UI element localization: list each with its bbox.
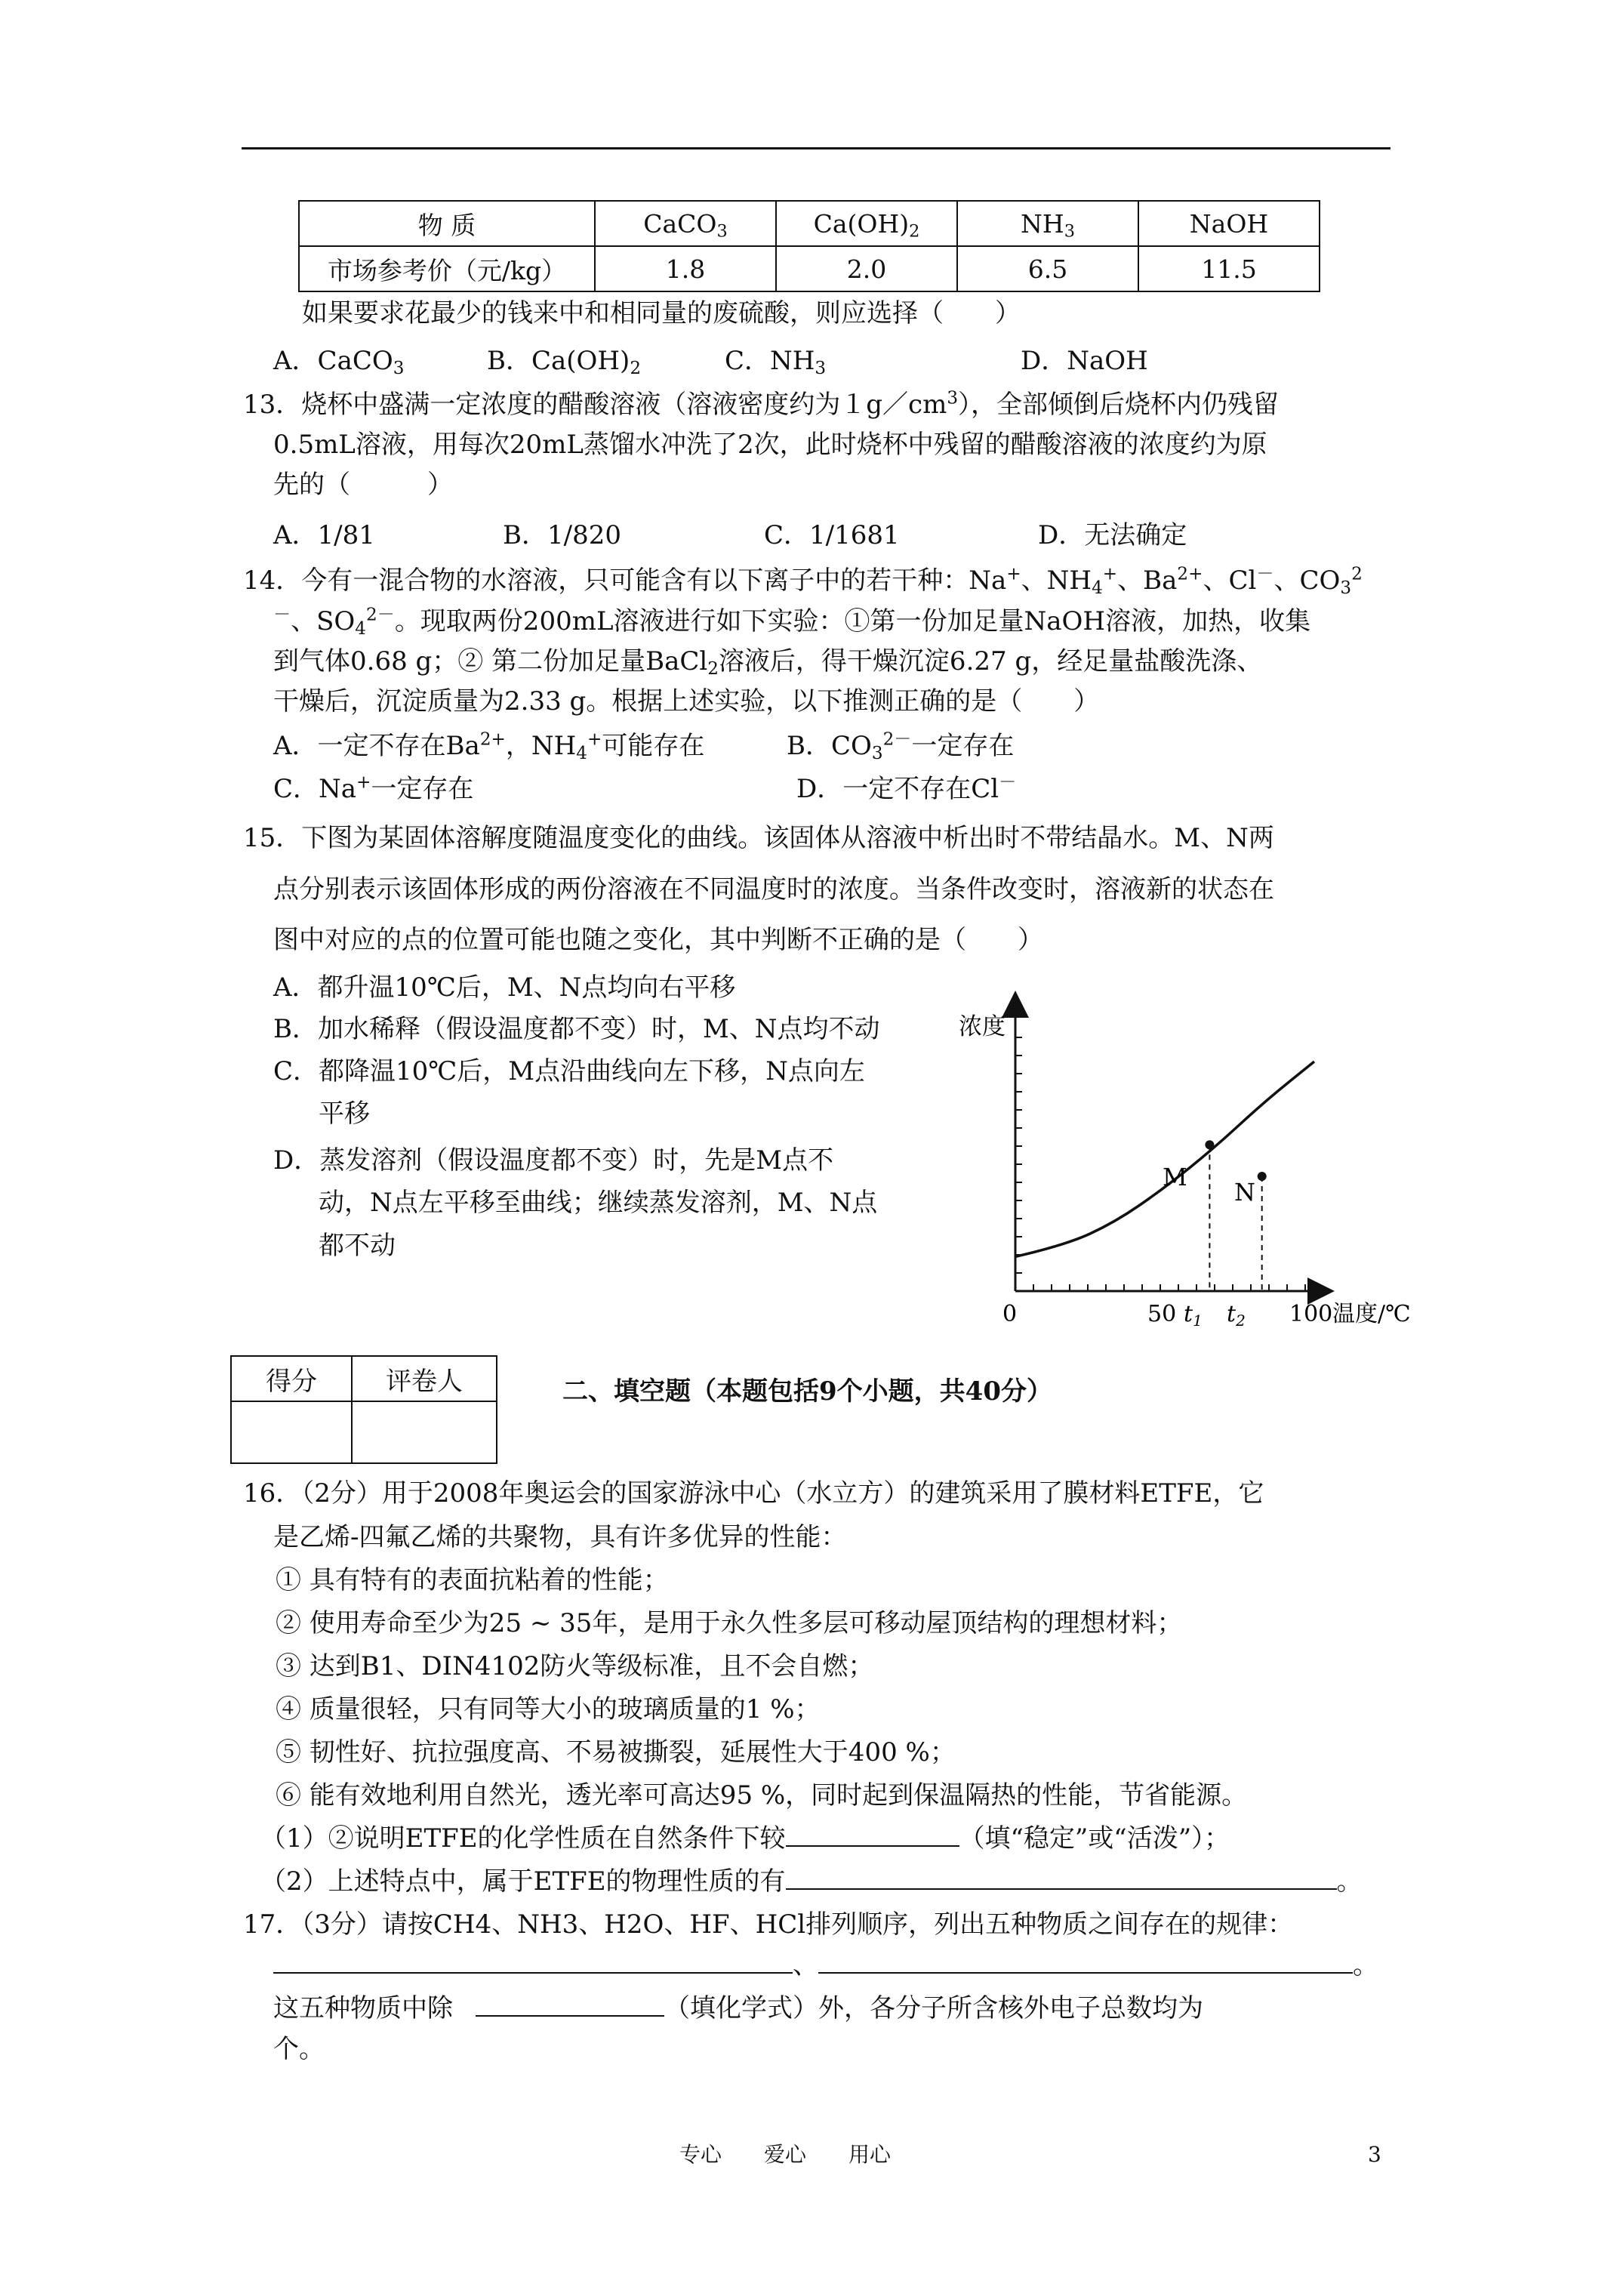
- table-row: [231, 1401, 497, 1463]
- q14-line1: 14．今有一混合物的水溶液，只可能含有以下离子中的若干种：Na+、$NH_4^+$、$Ba^{2+}$、Cl－、$CO_3^2$: [243, 564, 1363, 598]
- q14-line2: －、$SO_4^{2-}$。现取两份200mL溶液进行如下实验：①第一份加足量NaOH溶液，加热，收集: [273, 605, 1311, 639]
- q16-sub1: （1）②说明ETFE的化学性质在自然条件下较 （填“稳定”或“活泼”）；: [260, 1823, 1230, 1854]
- q14-option-a: A．一定不存在$Ba^{2+}$，$NH_4^+$可能存在: [273, 729, 705, 763]
- grader-cell: [352, 1401, 497, 1463]
- q15-option-c1: C．都降温10℃后，M点沿曲线向左下移，N点向左: [273, 1056, 865, 1086]
- point-m-label: M: [1163, 1163, 1187, 1191]
- table-header-cell: 物 质: [299, 201, 595, 246]
- footer-motto: 专心 爱心 用心: [679, 2142, 892, 2167]
- answer-blank[interactable]: [786, 1866, 1337, 1890]
- score-table: [230, 1355, 497, 1464]
- origin-label: 0: [1002, 1301, 1018, 1327]
- table-header-cell: CaCO$_3$: [595, 201, 776, 246]
- x-axis-label: 温度/℃: [1332, 1301, 1411, 1327]
- section-heading: 二、填空题（本题包括9个小题，共40分）: [562, 1376, 1052, 1407]
- point-n: [1258, 1172, 1267, 1181]
- q15-option-b: B．加水稀释（假设温度都不变）时，M、N点均不动: [273, 1014, 880, 1044]
- table-row: [299, 201, 1320, 246]
- q16-item-3: ③ 达到B1、DIN4102防火等级标准，且不会自燃；: [276, 1651, 874, 1681]
- q13-option-a: A．1/81: [273, 520, 375, 550]
- q15-line2: 点分别表示该固体形成的两份溶液在不同温度时的浓度。当条件改变时，溶液新的状态在: [273, 874, 1274, 905]
- y-axis-label: 浓度: [959, 1013, 1006, 1040]
- q16-line2: 是乙烯-四氟乙烯的共聚物，具有许多优异的性能：: [273, 1522, 847, 1552]
- q17-line1: 17．（3分）请按CH4、NH3、H2O、HF、HCl排列顺序，列出五种物质之间存在的规律：: [243, 1909, 1294, 1940]
- table-row: [299, 246, 1320, 291]
- q14-option-d: D．一定不存在Cl－: [796, 772, 1017, 804]
- q17-line4: 个。: [273, 2034, 325, 2064]
- q14-line4: 干燥后，沉淀质量为2.33 g。根据上述实验，以下推测正确的是（ ）: [273, 686, 1100, 717]
- q16-item-2: ② 使用寿命至少为25 ~ 35年，是用于永久性多层可移动屋顶结构的理想材料；: [276, 1608, 1183, 1638]
- q15-option-d1: D．蒸发溶剂（假设温度都不变）时，先是M点不: [273, 1145, 834, 1176]
- solubility-curve: [1015, 1062, 1314, 1256]
- solubility-graph: [944, 982, 1427, 1336]
- q12-option-c: C．$NH_3$: [725, 346, 827, 378]
- page-number: 3: [1368, 2142, 1381, 2167]
- table-header-cell: $Ca(OH)_2$: [776, 201, 957, 246]
- q13-option-d: D．无法确定: [1038, 520, 1187, 550]
- score-cell: [231, 1401, 352, 1463]
- answer-blank[interactable]: [786, 1823, 959, 1847]
- q12-option-b: B．$Ca(OH)_2$: [487, 346, 642, 378]
- q13-line2: 0.5mL溶液，用每次20mL蒸馏水冲洗了2次，此时烧杯中残留的醋酸溶液的浓度约为原: [273, 430, 1267, 460]
- q15-option-c2: 平移: [319, 1099, 370, 1129]
- q14-line3: 到气体0.68 g；② 第二份加足量BaCl$_2$溶液后，得干燥沉淀6.27 g，经足量盐酸洗涤、: [273, 646, 1263, 679]
- x-tick-50-label: 50: [1147, 1301, 1177, 1327]
- table-row-label: 市场参考价（元/kg）: [299, 246, 595, 291]
- q12-stem: 如果要求花最少的钱来中和相同量的废硫酸，则应选择（ ）: [302, 298, 1021, 328]
- table-row: [231, 1356, 497, 1401]
- x-tick-t2-label: $t_2$: [1227, 1301, 1246, 1330]
- table-cell: 1.8: [595, 246, 776, 291]
- point-m: [1205, 1140, 1214, 1149]
- q16-line1: 16．（2分）用于2008年奥运会的国家游泳中心（水立方）的建筑采用了膜材料ETFE，它: [243, 1478, 1264, 1509]
- price-table: [298, 200, 1320, 292]
- score-header: 得分: [231, 1356, 352, 1401]
- q15-line3: 图中对应的点的位置可能也随之变化，其中判断不正确的是（ ）: [273, 925, 1043, 955]
- q15-option-a: A．都升温10℃后，M、N点均向右平移: [273, 972, 736, 1003]
- table-header-cell: NaOH: [1138, 201, 1320, 246]
- q13-line3: 先的（ ）: [273, 470, 453, 500]
- table-cell: 6.5: [957, 246, 1138, 291]
- q16-item-6: ⑥ 能有效地利用自然光，透光率可高达95 %，同时起到保温隔热的性能，节省能源。: [276, 1780, 1248, 1811]
- q17-line3: 这五种物质中除 （填化学式）外，各分子所含核外电子总数均为: [273, 1993, 1203, 2023]
- answer-blank[interactable]: [818, 1949, 1353, 1974]
- q16-item-5: ⑤ 韧性好、抗拉强度高、不易被撕裂，延展性大于400 %；: [276, 1737, 956, 1767]
- q16-sub2: （2）上述特点中，属于ETFE的物理性质的有 。: [260, 1866, 1363, 1897]
- q15-option-d3: 都不动: [319, 1231, 396, 1261]
- x-tick-100-label: 100: [1289, 1301, 1333, 1327]
- q13-option-c: C．1/1681: [764, 520, 900, 550]
- q13-option-b: B．1/820: [503, 520, 621, 550]
- point-n-label: N: [1234, 1178, 1255, 1207]
- table-cell: 2.0: [776, 246, 957, 291]
- q15-line1: 15．下图为某固体溶解度随温度变化的曲线。该固体从溶液中析出时不带结晶水。M、N两: [243, 823, 1274, 853]
- grader-header: 评卷人: [352, 1356, 497, 1401]
- answer-blank[interactable]: [273, 1949, 793, 1974]
- q17-line2: 、 。: [273, 1948, 1378, 1983]
- q14-option-b: B．$CO_3^{2-}$一定存在: [787, 729, 1015, 763]
- q16-item-1: ① 具有特有的表面抗粘着的性能；: [276, 1565, 669, 1595]
- x-tick-t1-label: $t_1$: [1184, 1301, 1203, 1330]
- q12-option-d: D．NaOH: [1021, 346, 1148, 376]
- table-header-cell: $NH_3$: [957, 201, 1138, 246]
- q15-option-d2: 动，N点左平移至曲线；继续蒸发溶剂，M、N点: [319, 1188, 878, 1218]
- header-rule: [242, 147, 1390, 149]
- table-cell: 11.5: [1138, 246, 1320, 291]
- answer-blank[interactable]: [476, 1992, 664, 2017]
- q16-item-4: ④ 质量很轻，只有同等大小的玻璃质量的1 %；: [276, 1694, 821, 1724]
- q13-line1: 13．烧杯中盛满一定浓度的醋酸溶液（溶液密度约为$1g/cm^3$），全部倾倒后烧杯内仍残留: [243, 388, 1280, 420]
- q14-option-c: C．Na+一定存在: [273, 772, 474, 804]
- q12-option-a: A．CaCO$_3$: [273, 346, 405, 378]
